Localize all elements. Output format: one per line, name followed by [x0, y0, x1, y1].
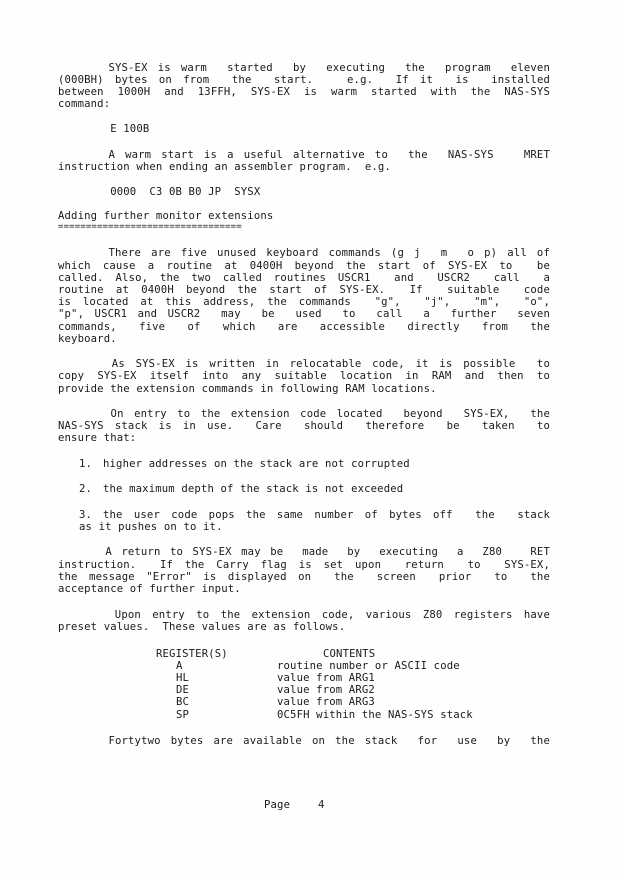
page-label: Page [264, 799, 291, 811]
table-cell-register: SP [176, 709, 190, 721]
table-cell-register: A [176, 660, 183, 672]
text-line: (000BH) bytes on from the start. e.g. If it is installed [58, 74, 550, 86]
table-cell-register: HL [176, 672, 190, 684]
text-line: is located at this address, the commands "g", "j", "m", "o", [58, 296, 550, 308]
text-line: ensure that: [58, 432, 137, 444]
list-item-number: 3. [79, 509, 93, 521]
text-line: There are five unused keyboard commands (g j m o p) all of [58, 247, 550, 259]
text-line: provide the extension commands in following RAM locations. [58, 383, 437, 395]
text-line: Upon entry to the extension code, various Z80 registers have [58, 609, 550, 621]
table-cell-contents: value from ARG3 [277, 696, 375, 708]
text-line: the message "Error" is displayed on the screen prior to the [58, 571, 550, 583]
page-number: 4 [318, 799, 325, 811]
text-line: A warm start is a useful alternative to the NAS-SYS MRET [58, 149, 550, 161]
text-line: On entry to the extension code located beyond SYS-EX, the [58, 408, 550, 420]
text-line: acceptance of further input. [58, 583, 241, 595]
list-item-text: the maximum depth of the stack is not exceeded [103, 483, 404, 495]
list-item-number: 2. [79, 483, 93, 495]
code-line: 0000 C3 0B B0 JP SYSX [58, 186, 261, 198]
table-cell-register: DE [176, 684, 190, 696]
table-header-contents: CONTENTS [323, 648, 376, 660]
text-line: routine at 0400H beyond the start of SYS-EX. If suitable code [58, 284, 550, 296]
text-line: NAS-SYS stack is in use. Care should therefore be taken to [58, 420, 550, 432]
section-heading: Adding further monitor extensions [58, 210, 274, 222]
table-cell-contents: routine number or ASCII code [277, 660, 460, 672]
list-item-text: the user code pops the same number of bytes off the stack [103, 509, 550, 521]
text-line: instruction. If the Carry flag is set upon return to SYS-EX, [58, 559, 550, 571]
text-line: A return to SYS-EX may be made by executing a Z80 RET [58, 546, 550, 558]
text-line: commands, five of which are accessible directly from the [58, 321, 550, 333]
list-item-number: 1. [79, 458, 93, 470]
code-line: E 100B [58, 123, 150, 135]
heading-underline: ================================= [58, 222, 242, 232]
list-item-text: higher addresses on the stack are not corrupted [103, 458, 410, 470]
text-line: called. Also, the two called routines USCR1 and USCR2 call a [58, 272, 550, 284]
text-line: command: [58, 98, 111, 110]
text-line: which cause a routine at 0400H beyond the start of SYS-EX to be [58, 260, 550, 272]
text-line: preset values. These values are as follows. [58, 621, 346, 633]
text-line: between 1000H and 13FFH, SYS-EX is warm started with the NAS-SYS [58, 86, 550, 98]
table-header-registers: REGISTER(S) [156, 648, 228, 660]
text-line: "p", USCR1 and USCR2 may be used to call a further seven [58, 308, 550, 320]
table-cell-contents: value from ARG1 [277, 672, 375, 684]
text-line: Fortytwo bytes are available on the stack for use by the [58, 735, 550, 747]
text-line: SYS-EX is warm started by executing the program eleven [58, 62, 550, 74]
text-line: keyboard. [58, 333, 117, 345]
list-item-text: as it pushes on to it. [79, 521, 223, 533]
text-line: As SYS-EX is written in relocatable code, it is possible to [58, 358, 550, 370]
text-line: instruction when ending an assembler program. e.g. [58, 161, 391, 173]
table-cell-register: BC [176, 696, 190, 708]
text-line: copy SYS-EX itself into any suitable location in RAM and then to [58, 370, 550, 382]
table-cell-contents: value from ARG2 [277, 684, 375, 696]
table-cell-contents: 0C5FH within the NAS-SYS stack [277, 709, 473, 721]
